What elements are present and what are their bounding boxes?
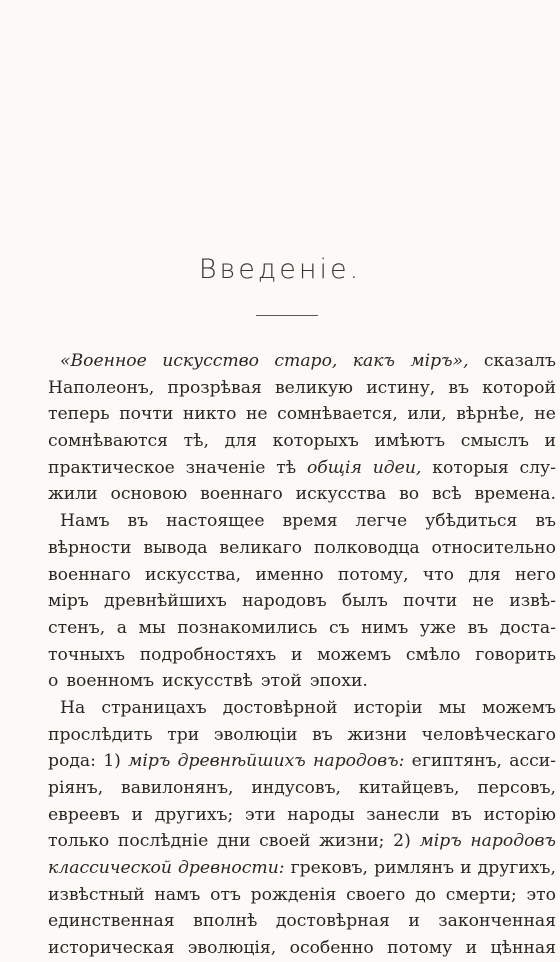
- word: своей: [259, 831, 311, 852]
- word: или,: [407, 404, 447, 425]
- text-line: [48, 588, 556, 615]
- word: извѣ-: [509, 591, 556, 612]
- chapter-title: Введенiе.: [198, 254, 362, 285]
- word: и: [408, 911, 420, 932]
- word: дни: [217, 831, 251, 852]
- title-divider: [256, 315, 318, 316]
- word: въ: [448, 377, 470, 398]
- word: искусства: [295, 484, 387, 505]
- word: этой: [260, 671, 302, 692]
- word: народовъ: [242, 591, 327, 612]
- word: какъ: [352, 351, 395, 371]
- word: намъ: [154, 884, 201, 905]
- word: древнѣйшихъ: [104, 591, 227, 612]
- word: былъ: [341, 591, 388, 612]
- word: мы: [138, 617, 166, 638]
- word: асси-: [509, 751, 556, 772]
- word: относительно: [431, 537, 556, 558]
- text-line: [48, 401, 556, 428]
- word: нимъ: [361, 617, 409, 638]
- word: великую: [274, 377, 354, 398]
- word: рода:: [48, 751, 96, 772]
- word: никто: [182, 404, 237, 425]
- word: народовъ: [470, 831, 556, 852]
- word: въ: [535, 511, 556, 532]
- word: законченная: [438, 911, 556, 932]
- word: 1): [103, 751, 121, 772]
- word: значенiе: [185, 457, 266, 478]
- word: страницахъ: [101, 697, 207, 718]
- word: въ: [127, 511, 149, 532]
- word: грековъ,: [290, 858, 368, 879]
- text-line: [48, 855, 556, 882]
- word: 2): [393, 831, 411, 852]
- word: эти: [244, 804, 276, 825]
- text-line: [48, 695, 556, 722]
- word: единственная: [48, 911, 175, 932]
- word: старо,: [274, 351, 338, 371]
- word: народовъ:: [313, 751, 405, 772]
- word: великаго: [219, 537, 302, 558]
- text-line: [48, 508, 556, 535]
- word: эволюцiи: [213, 724, 298, 745]
- word: индусовъ,: [251, 778, 341, 798]
- word: жизни: [347, 724, 407, 745]
- word: вавилонянъ,: [121, 778, 234, 798]
- word: военномъ: [66, 671, 155, 692]
- body-text: [48, 348, 556, 962]
- word: почти: [119, 404, 174, 425]
- word: стенъ,: [48, 617, 106, 638]
- word: въ: [312, 724, 333, 745]
- word: времена.: [474, 484, 556, 505]
- word: именно: [255, 564, 324, 585]
- word: жизни;: [319, 831, 385, 852]
- word: своего: [346, 884, 406, 905]
- word: и: [131, 804, 143, 825]
- word: классической: [48, 858, 172, 879]
- text-line: [48, 748, 556, 775]
- text-line: [48, 935, 556, 962]
- word: искусствѣ: [162, 671, 253, 692]
- word: съ: [328, 617, 350, 638]
- word: достовѣрная: [275, 911, 390, 932]
- word: для: [224, 431, 257, 452]
- text-line: [48, 642, 556, 669]
- word: смыслъ: [460, 431, 529, 452]
- word: потому,: [337, 564, 409, 585]
- word: смерти;: [445, 884, 517, 905]
- word: основою: [110, 484, 188, 505]
- word: которой: [482, 377, 556, 398]
- word: можемъ: [317, 644, 392, 665]
- word: въ: [451, 804, 472, 825]
- text-line: [48, 615, 556, 642]
- text-line: [48, 775, 556, 802]
- word: только: [48, 831, 110, 852]
- word: историческая: [48, 938, 175, 959]
- word: эпохи.: [309, 671, 368, 692]
- word: и: [544, 431, 556, 452]
- word: искусства,: [145, 564, 242, 585]
- word: и: [460, 858, 472, 879]
- word: персовъ,: [477, 778, 556, 798]
- word: идеи,: [372, 457, 422, 478]
- word: особенно: [289, 938, 374, 959]
- word: познакомились: [177, 617, 318, 638]
- word: исторiи: [353, 697, 423, 718]
- word: теперь: [48, 404, 110, 425]
- word: не: [472, 591, 495, 612]
- text-line: [48, 908, 556, 935]
- word: занесли: [366, 804, 440, 825]
- word: до: [415, 884, 437, 905]
- word: можемъ: [481, 697, 556, 718]
- text-line: [48, 562, 556, 589]
- word: отъ: [210, 884, 241, 905]
- word: истину,: [366, 377, 436, 398]
- word: исторiю: [483, 804, 556, 825]
- text-line: [48, 535, 556, 562]
- word: имѣютъ: [374, 431, 446, 452]
- word: китайцевъ,: [358, 778, 460, 798]
- word: не: [534, 404, 556, 425]
- word: всѣ: [431, 484, 462, 505]
- word: цѣнная: [490, 938, 556, 959]
- word: мiръ»,: [410, 351, 469, 371]
- word: него: [514, 564, 556, 585]
- word: сомнѣваются: [48, 431, 169, 452]
- word: человѣческаго: [421, 724, 556, 745]
- word: жили: [48, 484, 98, 505]
- word: мiръ: [419, 831, 462, 852]
- word: слу-: [519, 457, 556, 478]
- word: что: [422, 564, 455, 585]
- word: въ: [467, 617, 489, 638]
- word: а: [116, 617, 127, 638]
- word: древнѣйшихъ: [177, 751, 306, 772]
- word: послѣднiе: [117, 831, 209, 852]
- word: тѣ: [276, 457, 297, 478]
- word: «Военное: [60, 351, 147, 371]
- word: эволюцiя,: [187, 938, 277, 959]
- word: и: [465, 938, 478, 959]
- word: общiя: [306, 457, 362, 478]
- word: точныхъ: [48, 644, 125, 665]
- text-line: [48, 375, 556, 402]
- word: вѣрности: [48, 537, 132, 558]
- word: почти: [403, 591, 458, 612]
- word: извѣстный: [48, 884, 145, 905]
- word: которыя: [432, 457, 509, 478]
- word: искусство: [162, 351, 260, 371]
- word: сомнѣвается,: [277, 404, 398, 425]
- word: другихъ;: [154, 804, 234, 825]
- word: практическое: [48, 457, 175, 478]
- word: мiръ: [48, 591, 89, 612]
- word: легче: [355, 511, 408, 532]
- text-line: [48, 802, 556, 829]
- word: народы: [287, 804, 355, 825]
- word: мы: [438, 697, 466, 718]
- word: мiръ: [128, 751, 171, 772]
- word: потому: [387, 938, 453, 959]
- word: подробностяхъ: [139, 644, 277, 665]
- word: вѣрнѣе,: [456, 404, 525, 425]
- word: и: [290, 644, 303, 665]
- word: смѣло: [405, 644, 461, 665]
- word: вполнѣ: [193, 911, 258, 932]
- word: военнаго: [48, 564, 131, 585]
- word: военнаго: [200, 484, 283, 505]
- word: убѣдиться: [425, 511, 518, 532]
- word: прослѣдить: [48, 724, 153, 745]
- word: рожденiя: [250, 884, 337, 905]
- word: достовѣрной: [222, 697, 338, 718]
- word: доста-: [499, 617, 556, 638]
- word: рiянъ,: [48, 778, 104, 798]
- word: египтянъ,: [411, 751, 502, 772]
- word: о: [48, 671, 59, 692]
- word: другихъ,: [477, 858, 556, 879]
- word: которыхъ: [272, 431, 359, 452]
- word: сказалъ: [483, 351, 556, 371]
- word: во: [399, 484, 420, 505]
- word: настоящее: [166, 511, 265, 532]
- word: вывода: [143, 537, 208, 558]
- word: древности:: [178, 858, 285, 879]
- text-line: [48, 722, 556, 749]
- word: три: [167, 724, 200, 745]
- text-line: [48, 455, 556, 482]
- word: время: [282, 511, 338, 532]
- text-line: [48, 882, 556, 909]
- word: Намъ: [60, 511, 110, 532]
- word: тѣ,: [183, 431, 209, 452]
- text-line: [48, 348, 556, 375]
- word: для: [468, 564, 501, 585]
- word: прозрѣвая: [167, 377, 262, 398]
- word: Наполеонъ,: [48, 377, 155, 398]
- word: евреевъ: [48, 804, 120, 825]
- word: уже: [419, 617, 456, 638]
- word: не: [245, 404, 268, 425]
- text-line: [48, 481, 556, 508]
- text-line: [48, 668, 556, 695]
- word: полководца: [313, 537, 420, 558]
- word: На: [60, 697, 86, 718]
- text-line: [48, 828, 556, 855]
- word: говорить: [475, 644, 556, 665]
- word: это: [526, 884, 556, 905]
- text-line: [48, 428, 556, 455]
- word: римлянъ: [374, 858, 455, 879]
